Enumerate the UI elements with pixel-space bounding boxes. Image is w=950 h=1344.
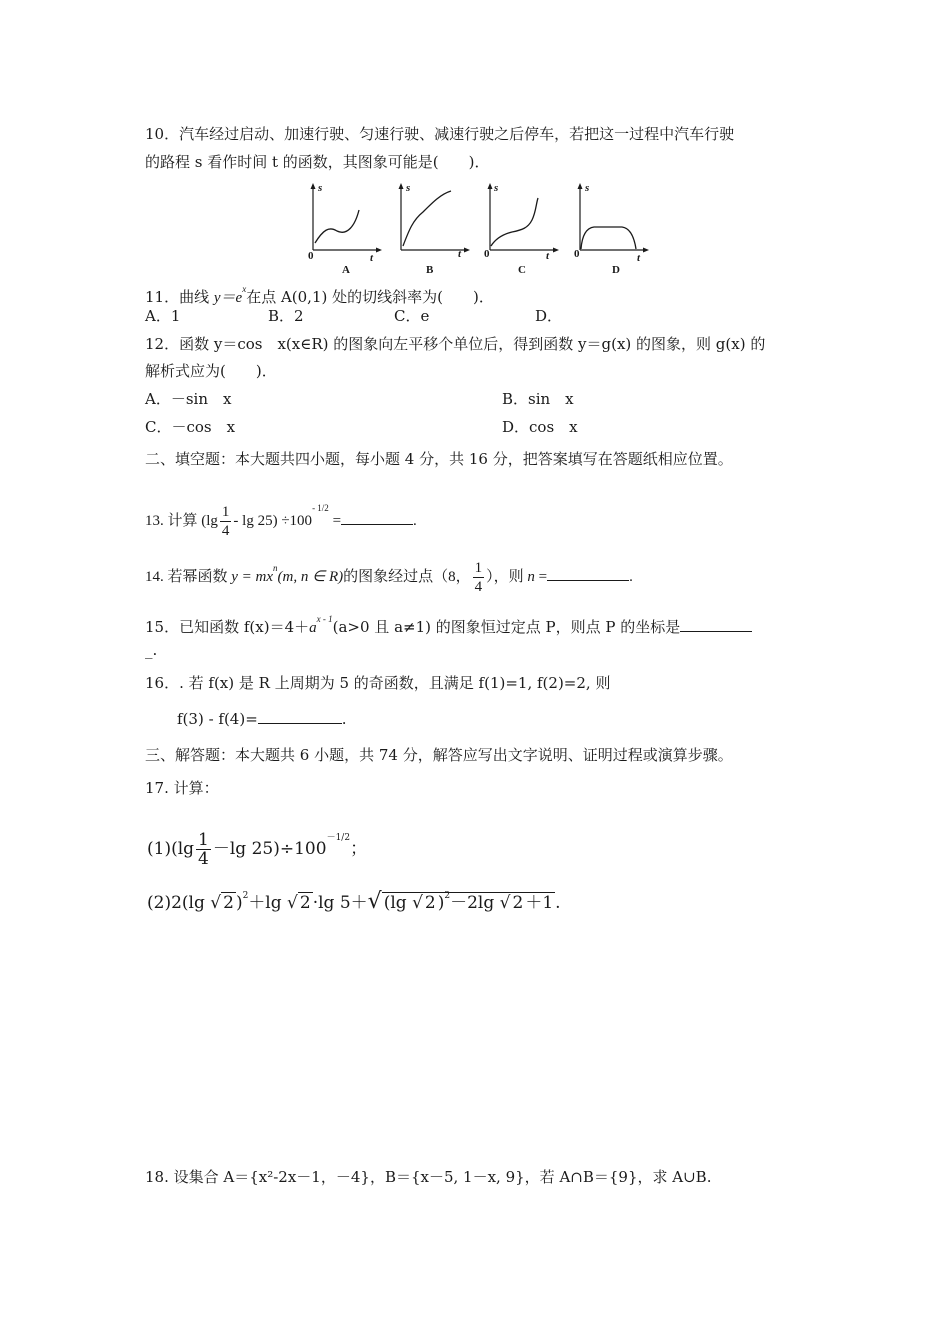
- graph-a-label: A: [342, 264, 350, 276]
- graph-b-t: t: [458, 248, 462, 260]
- q15-line2: _.: [145, 641, 158, 659]
- q11-option-a: A．1: [145, 307, 181, 325]
- q17-part1: (1)(lg $\frac{1}{4}$ －lg $25)\div 100^{-1/2}$；: [147, 830, 368, 869]
- q11-option-d: D．: [535, 307, 563, 325]
- q16-answer-blank[interactable]: [258, 709, 342, 724]
- graph-d-origin: 0: [574, 248, 580, 260]
- section2-heading: 二、填空题：本大题共四小题，每小题 4 分，共 16 分，把答案填写在答题纸相应位置。: [145, 450, 733, 468]
- q13-answer-blank[interactable]: [341, 510, 413, 525]
- q11-option-b: B．2: [268, 307, 304, 325]
- graph-d: [572, 180, 652, 260]
- q18: 18. 设集合 A＝{x²-2x－1，－4}，B＝{x－5, 1－x, 9}，若 A∩B＝{9}，求 A∪B.: [145, 1168, 712, 1186]
- graph-d-t: t: [637, 252, 641, 264]
- q13-fraction: $\frac{1}{4}$: [221, 504, 230, 540]
- q15-answer-blank[interactable]: [680, 617, 752, 632]
- q12-option-c: C．－cos x: [145, 418, 236, 436]
- q17-part2: (2)2(lg √ 2 )$^2$＋lg √ 2 ·lg 5＋√ (lg √ 2 )$^2$－2lg √ 2 ＋1 .: [147, 889, 561, 914]
- graph-a-s: s: [318, 182, 323, 194]
- q10-line2: 的路程 s 看作时间 t 的函数，其图象可能是( )．: [145, 153, 490, 171]
- q17-part1-fraction: $\frac{1}{4}$: [198, 830, 209, 869]
- graph-c-t: t: [546, 250, 550, 262]
- q14-answer-blank[interactable]: [547, 566, 629, 581]
- q11-stem: 11．曲线 $y=e^x$在点 A(0,1) 处的切线斜率为( )．: [145, 284, 494, 306]
- q11-option-c: C．e: [394, 307, 430, 325]
- q16-line2: f(3) - f(4)= .: [177, 710, 347, 728]
- graph-a-t: t: [370, 252, 374, 264]
- q12-option-b: B．sin x: [502, 390, 574, 408]
- section3-heading: 三、解答题：本大题共 6 小题，共 74 分，解答应写出文字说明、证明过程或演算步骤。: [145, 746, 733, 764]
- graph-c-origin: 0: [484, 248, 490, 260]
- q10-line1: 10．汽车经过启动、加速行驶、匀速行驶、减速行驶之后停车，若把这一过程中汽车行驶: [145, 125, 735, 143]
- graph-d-label: D: [612, 264, 620, 276]
- graph-c-label: C: [518, 264, 526, 276]
- graph-b-label: B: [426, 264, 434, 276]
- q17-title: 17. 计算：: [145, 779, 219, 797]
- q12-line2: 解析式应为( )．: [145, 362, 277, 380]
- q16-line1: 16．. 若 f(x) 是 R 上周期为 5 的奇函数，且满足 f(1)=1, f(2)=2, 则: [145, 674, 611, 692]
- graph-a-origin: 0: [308, 250, 314, 262]
- q12-line1: 12．函数 y＝cos x(x∈R) 的图象向左平移个单位后，得到函数 y＝g(x) 的图象，则 g(x) 的: [145, 335, 766, 353]
- q15-line1: 15．已知函数 $f(x)=4+a^{x - 1}(a>0$ 且 a≠1) 的图象恒过定点 P，则点 P 的坐标是: [145, 609, 752, 638]
- graph-d-s: s: [585, 182, 590, 194]
- graph-a: [305, 180, 385, 260]
- q12-option-a: A．－sin x: [145, 390, 232, 408]
- q14: 14. 若幂函数 $y = mx^n(m$, n ∈ R)的图象经过点（8， $\frac{1}{4}$ ），则 n = .: [145, 560, 633, 596]
- q14-fraction: $\frac{1}{4}$: [474, 560, 483, 596]
- q13: 13. 计算 (lg $\frac{1}{4}$ - $\lg 25) \div 100^{- 1/2}$ = .: [145, 503, 417, 540]
- graph-c-s: s: [494, 182, 499, 194]
- q12-option-d: D．cos x: [502, 418, 578, 436]
- graph-b-s: s: [406, 182, 411, 194]
